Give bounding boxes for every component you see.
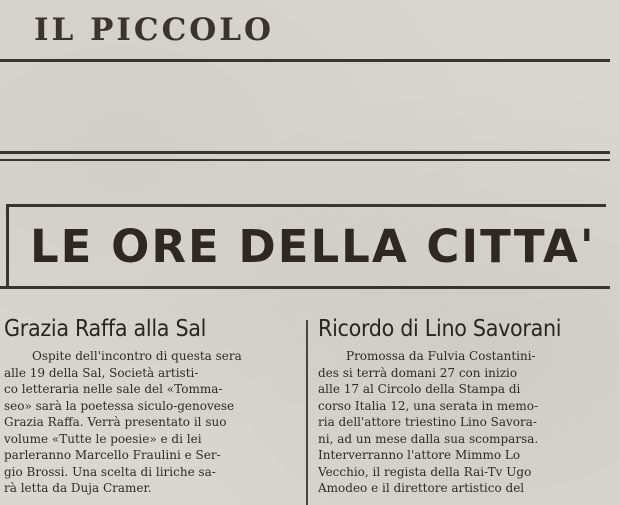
- section-banner: LE ORE DELLA CITTA': [30, 220, 596, 273]
- article-line: co letteraria nelle sale del «Tomma-: [4, 382, 223, 396]
- article-line: ria dell'attore triestino Lino Savora-: [318, 415, 537, 429]
- section-rule-bottom: [0, 159, 610, 161]
- newspaper-masthead: IL PICCOLO: [34, 12, 275, 48]
- article-left: [4, 314, 304, 497]
- column-divider: [306, 320, 308, 505]
- article-line: seo» sarà la poetessa siculo-genovese: [4, 398, 235, 413]
- article-line: rà letta da Duja Cramer.: [4, 481, 152, 495]
- masthead-rule: [0, 59, 610, 62]
- article-line: alle 19 della Sal, Società artisti-: [4, 365, 199, 380]
- article-right: [318, 314, 618, 497]
- article-line: Interverranno l'attore Mimmo Lo: [318, 448, 521, 462]
- article-line: parleranno Marcello Fraulini e Ser-: [4, 448, 221, 462]
- article-line: Promossa da Fulvia Costantini-: [346, 349, 536, 363]
- section-rule-top: [0, 151, 610, 154]
- article-line: Grazia Raffa. Verrà presentato il suo: [4, 415, 227, 429]
- article-line: alle 17 al Circolo della Stampa di: [318, 382, 521, 396]
- article-line: gio Brossi. Una scelta di liriche sa-: [4, 464, 216, 479]
- article-line: Amodeo e il direttore artistico del: [318, 481, 525, 495]
- article-body: [318, 348, 618, 497]
- article-line: Vecchio, il regista della Rai-Tv Ugo: [318, 464, 532, 479]
- article-title: Ricordo di Lino Savorani: [318, 316, 562, 342]
- banner-rule: [0, 286, 610, 289]
- article-title: Grazia Raffa alla Sal: [4, 316, 207, 342]
- article-line: ni, ad un mese dalla sua scomparsa.: [318, 431, 539, 446]
- article-line: des si terrà domani 27 con inizio: [318, 365, 518, 380]
- article-line: volume «Tutte le poesie» e di lei: [4, 431, 202, 446]
- article-line: corso Italia 12, una serata in memo-: [318, 398, 539, 413]
- article-line: Ospite dell'incontro di questa sera: [32, 349, 242, 363]
- article-body: [4, 348, 304, 497]
